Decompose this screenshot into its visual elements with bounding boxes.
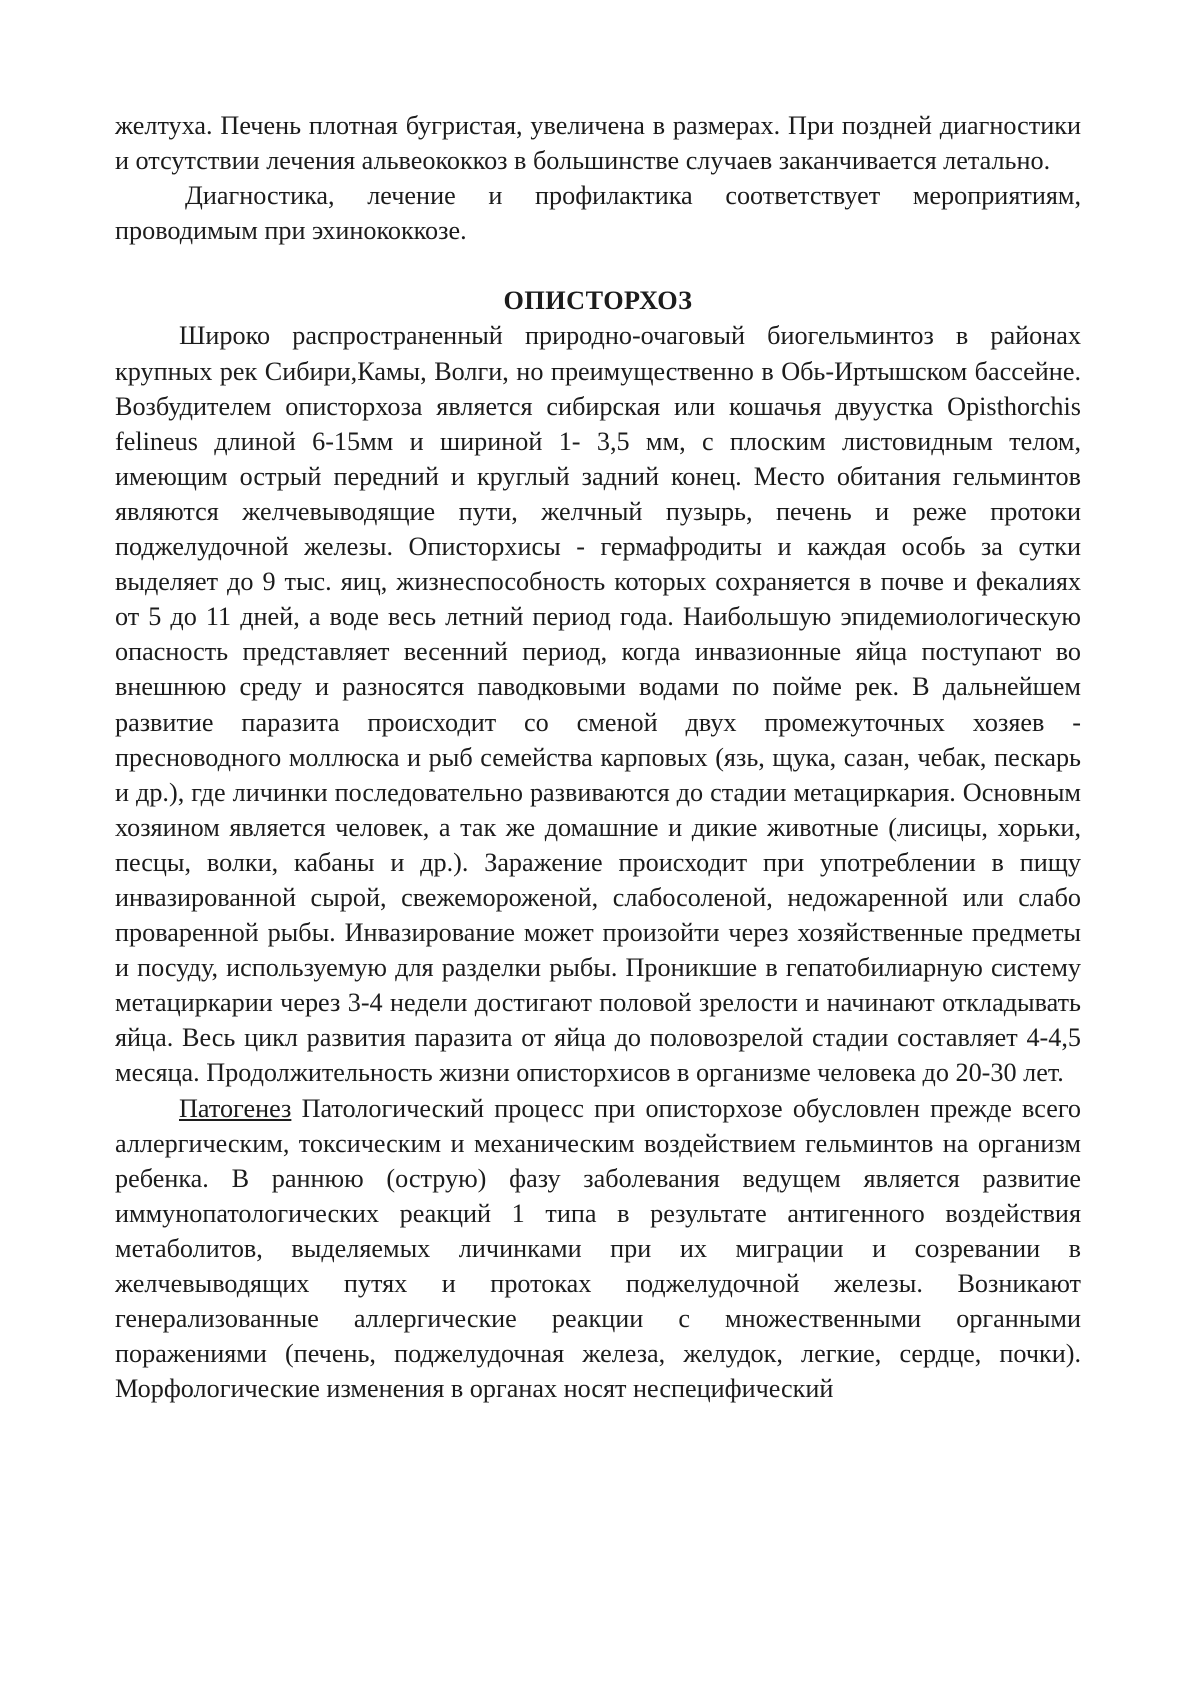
paragraph-opisthorchiasis-description: Широко распространенный природно-очаговый биогельминтоз в районах крупных рек Сибири,Камы, Волги, но преимущественно в Обь-Иртышском бассейне. Возбудителем описторхоза является сибирская или кошачья двуустка Opisthorchis felineus длиной 6-15мм и шириной 1- 3,5 мм, с плоским листовидным телом, имеющим острый передний и круглый задний конец. Место обитания гельминтов являются желчевыводящие пути, желчный пузырь, печень и реже протоки поджелудочной железы. Описторхисы - гермафродиты и каждая особь за сутки выделяет до 9 тыс. яиц, жизнеспособность которых сохраняется в почве и фекалиях от 5 до 11 дней, а воде весь летний период года. Наибольшую эпидемиологическую опасность представляет весенний период, когда инвазионные яйца поступают во внешнюю среду и разносятся паводковыми водами по пойме рек. В дальнейшем развитие паразита происходит со сменой двух промежуточных хозяев - пресноводного моллюска и рыб семейства карповых (язь, щука, сазан, чебак, пескарь и др.), где личинки последовательно развиваются до стадии метациркария. Основным хозяином является человек, а так же домашние и дикие животные (лисицы, хорьки, песцы, волки, кабаны и др.). Заражение происходит при употреблении в пищу инвазированной сырой, свежемороженой, слабосоленой, недожаренной или слабо проваренной рыбы. Инвазирование может произойти через хозяйственные предметы и посуду, используемую для разделки рыбы. Проникшие в гепатобилиарную систему метациркарии через 3-4 недели достигают половой зрелости и начинают откладывать яйца. Весь цикл развития паразита от яйца до половозрелой стадии составляет 4-4,5 месяца. Продолжительность жизни описторхисов в организме человека до 20-30 лет.	[115, 321, 1081, 1088]
paragraph-alveococcosis-end: желтуха. Печень плотная бугристая, увеличена в размерах. При поздней диагностики и отсутствии лечения альвеококкоз в большинстве случаев заканчивается летально.	[115, 111, 1081, 176]
document-page	[115, 108, 1081, 1406]
paragraph-diagnostics: Диагностика, лечение и профилактика соответствует мероприятиям, проводимым при эхинококкозе.	[115, 181, 1081, 246]
pathogenesis-term: Патогенез	[179, 1093, 292, 1123]
pathogenesis-text: Патологический процесс при описторхозе обусловлен прежде всего аллергическим, токсическим и механическим воздействием гельминтов на организм ребенка. В раннюю (острую) фазу заболевания ведущем является развитие иммунопатологических реакций 1 типа в результате антигенного воздействия метаболитов, выделяемых личинками при их миграции и созревании в желчевыводящих путях и протоках поджелудочной железы. Возникают генерализованные аллергические реакции с множественными органными поражениями (печень, поджелудочная железа, желудок, легкие, сердце, почки). Морфологические изменения в органах носят неспецифический	[115, 1093, 1081, 1404]
section-heading: ОПИСТОРХОЗ	[503, 286, 693, 316]
paragraph-pathogenesis	[115, 1091, 1081, 1407]
